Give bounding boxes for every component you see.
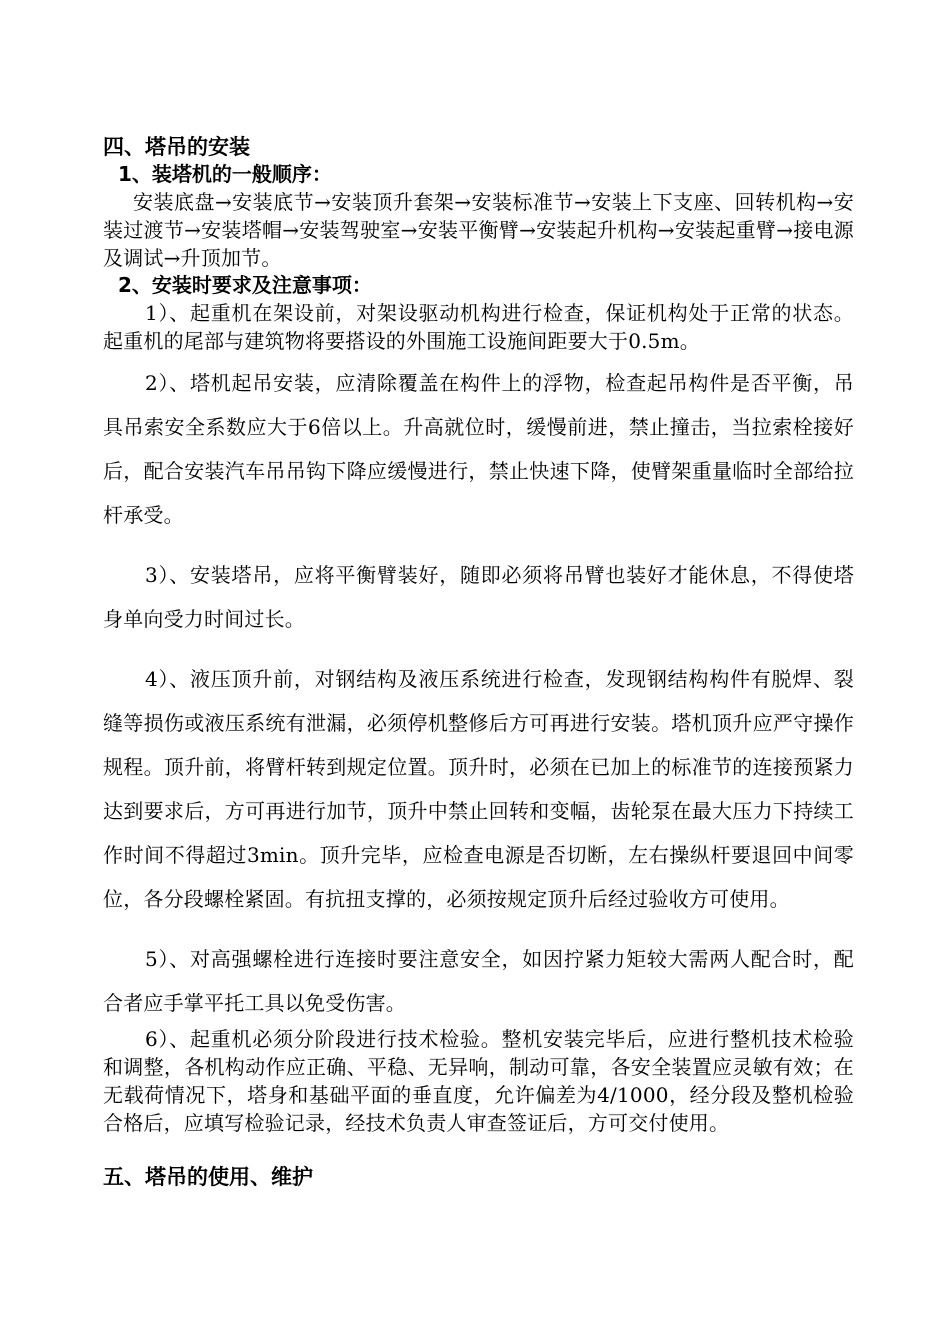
section-4-title: 四、塔吊的安装 (103, 135, 250, 159)
subsection-1-title: 1、装塔机的一般顺序： (118, 162, 332, 186)
requirement-item-6: 6）、起重机必须分阶段进行技术检验。整机安装完毕后，应进行整机技术检验和调整，各机构动作应正确、平稳、无异响，制动可靠，各安全装置应灵敏有效；在无载荷情况下，塔身和基础平面的垂直度，允许偏差为4/1000，经分段及整机检验合格后，应填写检验记录，经技术负责人审查签证后，方可交付使用。 (103, 1027, 854, 1135)
install-sequence-text: 安装底盘→安装底节→安装顶升套架→安装标准节→安装上下支座、回转机构→安装过渡节→安装塔帽→安装驾驶室→安装平衡臂→安装起升机构→安装起重臂→接电源及调试→升顶加节。 (103, 190, 854, 270)
requirement-item-1: 1）、起重机在架设前，对架设驱动机构进行检查，保证机构处于正常的状态。起重机的尾部与建筑物将要搭设的外围施工设施间距要大于0.5m。 (103, 301, 854, 353)
subsection-2-title: 2、安装时要求及注意事项： (118, 273, 372, 297)
requirement-item-2: 2）、塔机起吊安装，应清除覆盖在构件上的浮物，检查起吊构件是否平衡，吊具吊索安全系数应大于6倍以上。升高就位时，缓慢前进，禁止撞击，当拉索栓接好后，配合安装汽车吊吊钩下降应缓慢进行，禁止快速下降，使臂架重量临时全部给拉杆承受。 (103, 371, 854, 527)
requirement-item-4: 4）、液压顶升前，对钢结构及液压系统进行检查，发现钢结构构件有脱焊、裂缝等损伤或液压系统有泄漏，必须停机整修后方可再进行安装。塔机顶升应严守操作规程。顶升前，将臂杆转到规定位置。顶升时，必须在已加上的标准节的连接预紧力达到要求后，方可再进行加节，顶升中禁止回转和变幅，齿轮泵在最大压力下持续工作时间不得超过3min。顶升完毕，应检查电源是否切断，左右操纵杆要退回中间零位，各分段螺栓紧固。有抗扭支撑的，必须按规定顶升后经过验收方可使用。 (103, 667, 854, 911)
requirement-item-5: 5）、对高强螺栓进行连接时要注意安全，如因拧紧力矩较大需两人配合时，配合者应手掌平托工具以免受伤害。 (103, 947, 854, 1015)
section-5-title: 五、塔吊的使用、维护 (103, 1165, 313, 1189)
requirement-item-3: 3）、安装塔吊，应将平衡臂装好，随即必须将吊臂也装好才能休息，不得使塔身单向受力时间过长。 (103, 563, 854, 631)
